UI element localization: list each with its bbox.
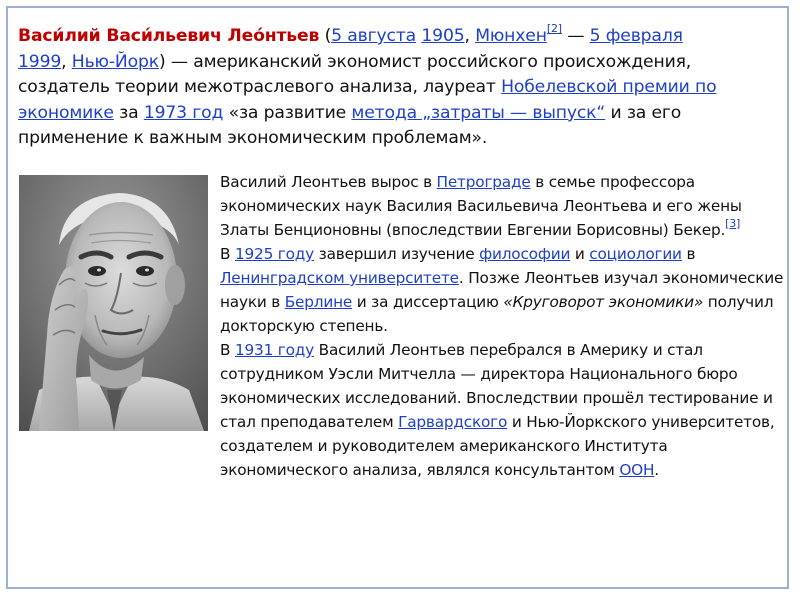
birth-date-link[interactable]: 5 августа bbox=[331, 26, 417, 46]
year-1931-link[interactable]: 1931 году bbox=[234, 341, 314, 359]
biography-text bbox=[220, 170, 786, 482]
text-span: завершил изучение bbox=[314, 245, 480, 263]
bio-paragraph-education bbox=[220, 242, 786, 338]
death-year-link[interactable]: 1999 bbox=[18, 51, 62, 72]
text-span: — bbox=[561, 26, 590, 46]
text-span: получил докторскую степень. bbox=[220, 293, 774, 335]
text-span: Василий Леонтьев перебрался в Америку и стал сотрудником Уэсли Митчелла — директора Национального бюро экономических исследований. Впоследствии прошёл тестирование и стал преподавателем bbox=[220, 341, 773, 431]
birth-year-link[interactable]: 1905 bbox=[421, 26, 465, 46]
nobel-year-link[interactable]: 1973 год bbox=[143, 102, 224, 123]
berlin-link[interactable]: Берлине bbox=[284, 293, 353, 311]
bio-paragraph-childhood bbox=[220, 170, 786, 242]
death-date-link[interactable]: 5 февраля bbox=[589, 26, 683, 46]
leningrad-university-link[interactable]: Ленинградском университете bbox=[220, 269, 459, 287]
text-span: и за диссертацию bbox=[352, 293, 504, 311]
person-name: Васи́лий Васи́льевич Лео́нтьев bbox=[18, 26, 320, 46]
text-span: в семье профессора экономических наук Василия Васильевича Леонтьева и его жены Златы Бенционовны (впоследствии Евгении Борисовны) Бекер. bbox=[220, 173, 742, 239]
text-span: . bbox=[654, 461, 659, 479]
death-place-link[interactable]: Нью-Йорк bbox=[71, 51, 159, 72]
text-span: . Позже Леонтьев изучал экономические науки в bbox=[220, 269, 784, 311]
birth-place-link[interactable]: Мюнхен bbox=[475, 26, 547, 46]
harvard-link[interactable]: Гарвардского bbox=[398, 413, 508, 431]
petrograd-link[interactable]: Петрограде bbox=[436, 173, 531, 191]
text-span: за bbox=[113, 102, 144, 123]
nobel-prize-link[interactable]: Нобелевской премии по экономике bbox=[18, 77, 717, 123]
portrait-photo bbox=[19, 175, 208, 431]
text-span: В bbox=[220, 245, 235, 263]
intro-description: ) — американский экономист российского происхождения, создатель теории межотраслевого анализа, лауреат bbox=[18, 51, 692, 97]
reference-2-link[interactable]: [2] bbox=[546, 22, 562, 36]
text-span: , bbox=[61, 51, 72, 72]
thesis-title: «Круговорот экономики» bbox=[503, 293, 704, 311]
text-span: и Нью-Йоркского университетов, создателем и руководителем американского Института экономического анализа, являлся консультантом bbox=[220, 413, 775, 479]
text-span: и за его применение к важным экономическим проблемам». bbox=[18, 102, 682, 148]
text-span: «за развитие bbox=[223, 102, 352, 123]
text-span: , bbox=[464, 26, 476, 46]
text-span: В bbox=[220, 341, 235, 359]
un-link[interactable]: ООН bbox=[619, 461, 655, 479]
text-span: Василий Леонтьев вырос в bbox=[220, 173, 437, 191]
sociology-link[interactable]: социологии bbox=[589, 245, 682, 263]
text-span: ( bbox=[319, 26, 332, 46]
bio-paragraph-career bbox=[220, 338, 786, 482]
intro-paragraph bbox=[18, 24, 782, 152]
input-output-method-link[interactable]: метода „затраты — выпуск“ bbox=[351, 102, 606, 123]
reference-3-link[interactable]: [3] bbox=[725, 216, 741, 230]
philosophy-link[interactable]: философии bbox=[479, 245, 571, 263]
text-span: и bbox=[570, 245, 590, 263]
text-span: в bbox=[681, 245, 696, 263]
year-1925-link[interactable]: 1925 году bbox=[234, 245, 314, 263]
